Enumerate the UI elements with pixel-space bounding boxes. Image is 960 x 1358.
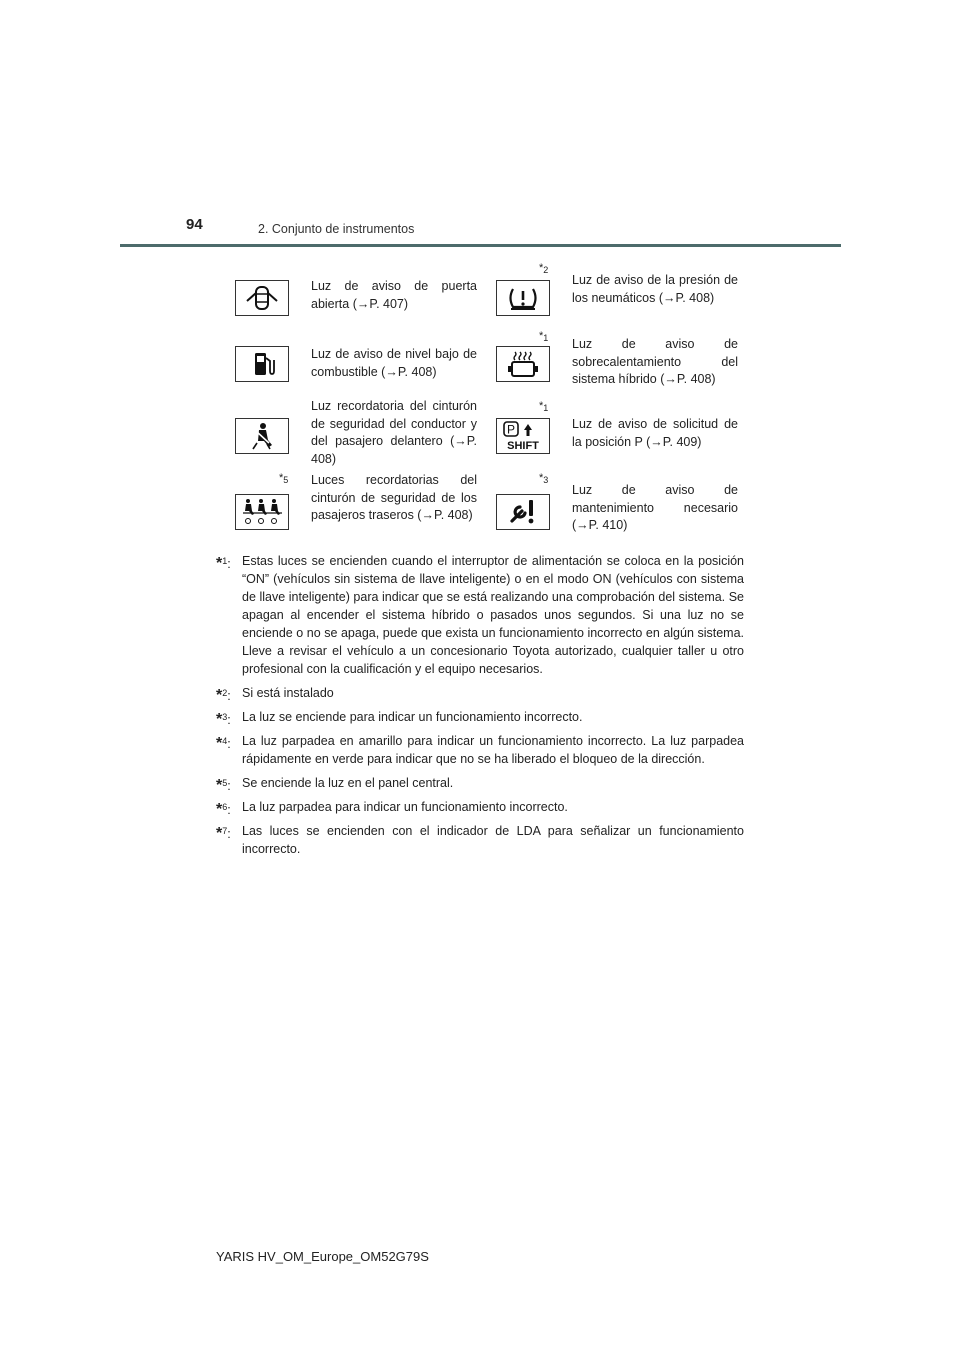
indicator-row (228, 264, 748, 332)
footnote-marker: *$^2$: (216, 687, 231, 704)
footnote-text: Las luces se encienden con el indicador de LDA para señalizar un funcionamiento incorrecto. (242, 824, 744, 856)
door-open-icon (235, 280, 289, 316)
footnote-marker: *$^5$: (216, 777, 231, 794)
maintenance-required-icon (496, 494, 550, 530)
indicator-description: Luz de aviso de nivel bajo de combustible (→P. 408) (311, 347, 477, 379)
footnote-text: La luz parpadea en amarillo para indicar un funcionamiento incorrecto. La luz parpadea rápidamente en verde para indicar que no se ha liberado el bloqueo de la dirección. (242, 734, 744, 766)
warning-lights-table (228, 264, 748, 550)
indicator-row (228, 474, 748, 550)
footnote (216, 552, 744, 678)
indicator-row (228, 332, 748, 394)
footnote-text: Se enciende la luz en el panel central. (242, 776, 454, 790)
footnote (216, 798, 744, 816)
footnote-text: Si está instalado (242, 686, 334, 700)
indicator-row (228, 394, 748, 474)
seatbelt-icon (235, 418, 289, 454)
footnote-marker: $*_3$ (539, 472, 549, 485)
footnote-text: La luz se enciende para indicar un funcionamiento incorrecto. (242, 710, 583, 724)
p-shift-icon (496, 418, 550, 454)
document-id: YARIS HV_OM_Europe_OM52G79S (216, 1249, 429, 1264)
footnote-marker: $*_5$ (279, 472, 289, 485)
indicator-description: Luz de aviso de la presión de los neumáticos (→P. 408) (572, 273, 738, 305)
footnote-marker: *$^3$: (216, 711, 231, 728)
footnote (216, 774, 744, 792)
footnote-marker: $*_1$ (539, 400, 549, 413)
indicator-description: Luces recordatorias del cinturón de seguridad de los pasajeros traseros (→P. 408) (311, 473, 477, 522)
footnote-marker: *$^7$: (216, 825, 231, 842)
indicator-description: Luz de aviso de solicitud de la posición P (→P. 409) (572, 417, 738, 449)
footnotes (216, 552, 744, 864)
rear-seatbelts-icon (235, 494, 289, 530)
footnote (216, 822, 744, 858)
footnote-marker: *$^1$: (216, 555, 231, 572)
footnote-marker: *$^4$: (216, 735, 231, 752)
footnote-marker: *$^6$: (216, 801, 231, 818)
footnote (216, 684, 744, 702)
tire-pressure-icon (496, 280, 550, 316)
header-divider (120, 244, 841, 247)
footnote-text: Estas luces se encienden cuando el interruptor de alimentación se coloca en la posición “ON” (vehículos sin sistema de llave inteligente) o en el modo ON (vehículos con sistema de llave inteligente) para indicar que se está realizando una comprobación del sistema. Se apagan al encender el sistema híbrido o pasados unos segundos. Si una luz no se enciende o no se apaga, puede que exista un funcionamiento incorrecto en algún sistema. Lleve a revisar el vehículo a un concesionario Toyota autorizado, cualquier taller u otro profesional con la cualificación y el equipo necesarios. (242, 554, 744, 676)
footnote (216, 708, 744, 726)
p-shift-icon-label-bottom: SHIFT (507, 440, 539, 452)
footnote-marker: $*_2$ (539, 262, 549, 275)
indicator-description: Luz de aviso de mantenimiento necesario (→P. 410) (572, 483, 738, 532)
footnote (216, 732, 744, 768)
footnote-text: La luz parpadea para indicar un funcionamiento incorrecto. (242, 800, 568, 814)
footnote-marker: $*_1$ (539, 330, 549, 343)
hybrid-overheat-icon (496, 346, 550, 382)
indicator-description: Luz de aviso de sobrecalentamiento del sistema híbrido (→P. 408) (572, 337, 738, 386)
section-title: 2. Conjunto de instrumentos (258, 222, 415, 236)
p-shift-icon-label-top: P (506, 422, 516, 437)
fuel-pump-icon (235, 346, 289, 382)
page-number: 94 (186, 216, 203, 233)
indicator-description: Luz de aviso de puerta abierta (→P. 407) (311, 279, 477, 311)
indicator-description: Luz recordatoria del cinturón de seguridad del conductor y del pasajero delantero (→P. 408) (311, 399, 477, 466)
